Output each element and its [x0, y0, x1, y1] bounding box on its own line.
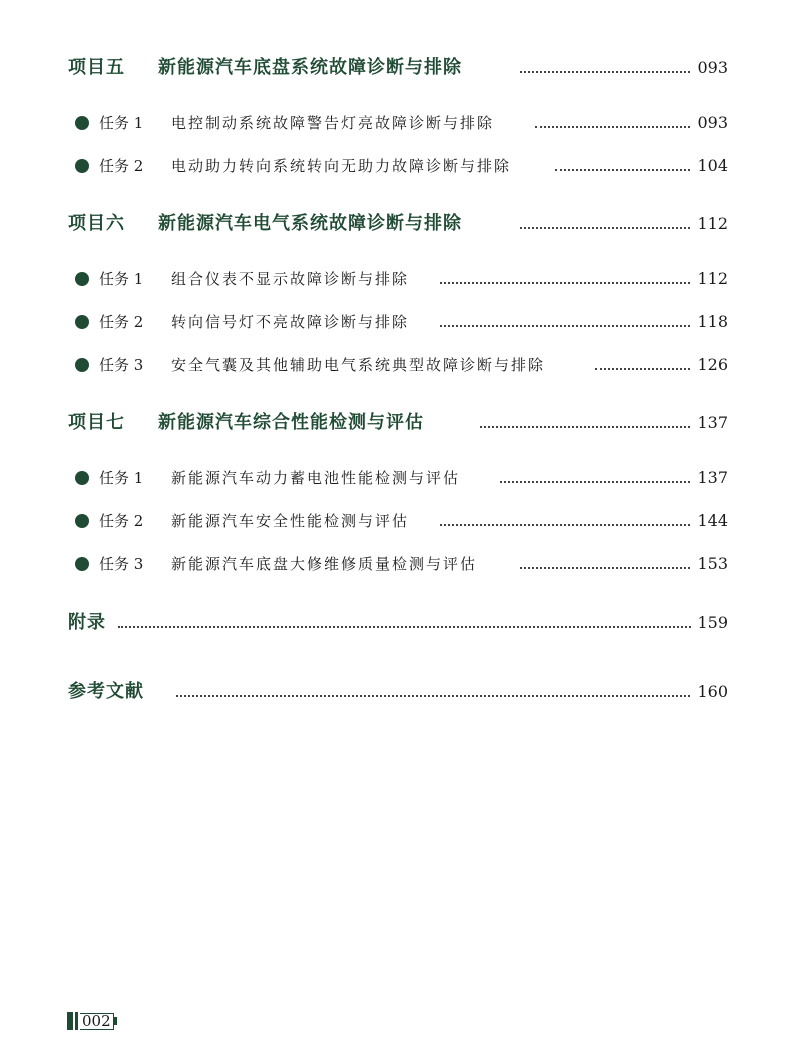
- page-number: 144: [691, 506, 728, 536]
- bullet-icon: [75, 159, 89, 173]
- toc-project-row[interactable]: [0, 53, 790, 83]
- task-title: 转向信号灯不亮故障诊断与排除: [171, 307, 413, 337]
- task-title: 电控制动系统故障警告灯亮故障诊断与排除: [171, 108, 498, 138]
- project-label: 项目七: [68, 412, 125, 433]
- leader-dots: [595, 368, 694, 370]
- task-label: 任务 2: [99, 313, 144, 331]
- toc-task-row[interactable]: [0, 350, 790, 380]
- task-label: 任务 2: [99, 157, 144, 175]
- bullet-icon: [75, 471, 89, 485]
- project-label: 项目五: [68, 57, 125, 78]
- task-label: 任务 3: [99, 356, 144, 374]
- leader-dots: [440, 325, 694, 327]
- toc-project-row[interactable]: [0, 209, 790, 239]
- toc-project-row[interactable]: [0, 408, 790, 438]
- task-title: 新能源汽车安全性能检测与评估: [171, 506, 413, 536]
- bullet-icon: [75, 315, 89, 329]
- task-title: 组合仪表不显示故障诊断与排除: [171, 264, 413, 294]
- toc-task-row[interactable]: [0, 108, 790, 138]
- page-number: 118: [691, 307, 728, 337]
- bullet-icon: [75, 557, 89, 571]
- toc-task-row[interactable]: [0, 307, 790, 337]
- page-number: 137: [691, 463, 728, 493]
- footer-bar-icon: [67, 1012, 73, 1030]
- leader-dots: [520, 567, 694, 569]
- page-number: 126: [691, 350, 728, 380]
- project-title: 新能源汽车综合性能检测与评估: [158, 408, 428, 438]
- toc-task-row[interactable]: [0, 463, 790, 493]
- references-title: 参考文献: [68, 677, 148, 707]
- task-title: 新能源汽车动力蓄电池性能检测与评估: [171, 463, 464, 493]
- leader-dots: [440, 282, 694, 284]
- toc-references-row[interactable]: [0, 677, 790, 707]
- page-number: 153: [691, 549, 728, 579]
- task-title: 新能源汽车底盘大修维修质量检测与评估: [171, 549, 481, 579]
- leader-dots: [480, 426, 694, 428]
- task-label: 任务 1: [99, 469, 144, 487]
- page-number: 160: [691, 677, 728, 707]
- leader-dots: [118, 626, 694, 628]
- toc-appendix-row[interactable]: [0, 608, 790, 638]
- appendix-title: 附录: [68, 608, 110, 638]
- leader-dots: [176, 695, 694, 697]
- page-number: 104: [691, 151, 728, 181]
- leader-dots: [535, 126, 694, 128]
- bullet-icon: [75, 514, 89, 528]
- task-title: 安全气囊及其他辅助电气系统典型故障诊断与排除: [171, 350, 549, 380]
- battery-cap-icon: [114, 1017, 117, 1025]
- leader-dots: [520, 227, 694, 229]
- task-title: 电动助力转向系统转向无助力故障诊断与排除: [171, 151, 515, 181]
- task-label: 任务 3: [99, 555, 144, 573]
- task-label: 任务 2: [99, 512, 144, 530]
- task-label: 任务 1: [99, 114, 144, 132]
- toc-task-row[interactable]: [0, 506, 790, 536]
- bullet-icon: [75, 272, 89, 286]
- project-title: 新能源汽车底盘系统故障诊断与排除: [158, 53, 466, 83]
- page-number: 093: [691, 53, 728, 83]
- page-number: 112: [691, 209, 728, 239]
- project-title: 新能源汽车电气系统故障诊断与排除: [158, 209, 466, 239]
- leader-dots: [555, 169, 694, 171]
- bullet-icon: [75, 116, 89, 130]
- page-number: 137: [691, 408, 728, 438]
- bullet-icon: [75, 358, 89, 372]
- leader-dots: [520, 71, 694, 73]
- page-number: 093: [691, 108, 728, 138]
- project-label: 项目六: [68, 213, 125, 234]
- footer-page-number: 002: [80, 1013, 114, 1030]
- task-label: 任务 1: [99, 270, 144, 288]
- footer-bar-icon: [75, 1012, 78, 1030]
- toc-task-row[interactable]: [0, 151, 790, 181]
- toc-task-row[interactable]: [0, 264, 790, 294]
- toc-task-row[interactable]: [0, 549, 790, 579]
- page-number: 112: [691, 264, 728, 294]
- page-footer: [67, 1012, 117, 1030]
- page-number: 159: [691, 608, 728, 638]
- leader-dots: [440, 524, 694, 526]
- leader-dots: [500, 481, 694, 483]
